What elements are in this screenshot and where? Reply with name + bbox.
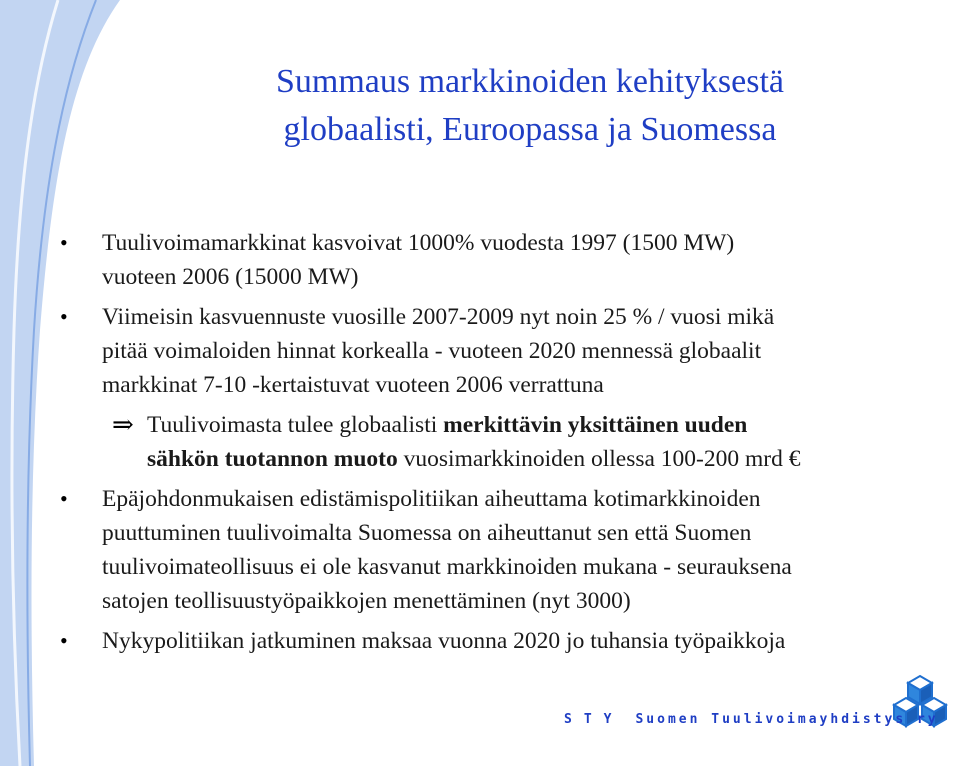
title-line-1: Summaus markkinoiden kehityksestä (275, 63, 785, 100)
title-line-2: globaalisti, Euroopassa ja Suomessa (283, 111, 777, 148)
bullet-item (60, 226, 950, 294)
bullet-item (60, 300, 950, 402)
logo-abbr: STY (564, 712, 624, 727)
sub-point-emphasis: merkittävin yksittäinen uuden (443, 412, 748, 438)
bullet-dot: • (60, 230, 68, 255)
bullet-line: Viimeisin kasvuennuste vuosille 2007-2009 nyt noin 25 % / vuosi mikä (102, 304, 775, 330)
bullet-line: satojen teollisuustyöpaikkojen menettäminen (nyt 3000) (102, 588, 631, 614)
bullet-dot: • (60, 486, 68, 511)
bullet-line: Tuulivoimamarkkinat kasvoivat 1000% vuodesta 1997 (1500 MW) (102, 230, 735, 256)
bullet-item (60, 624, 950, 658)
bullet-dot: • (60, 304, 68, 329)
bullet-list (60, 226, 950, 664)
sub-point (60, 408, 950, 476)
bullet-line: Epäjohdonmukaisen edistämispolitiikan aiheuttama kotimarkkinoiden (102, 486, 761, 512)
sub-point-line-2 (147, 442, 950, 476)
bullet-line: markkinat 7-10 -kertaistuvat vuoteen 2006 verrattuna (102, 372, 604, 398)
implies-arrow-icon: ⇒ (112, 410, 134, 439)
bullet-line: tuulivoimateollisuus ei ole kasvanut markkinoiden mukana - seurauksena (102, 554, 792, 580)
logo-name: Suomen Tuulivoimayhdistys ry (635, 712, 939, 727)
sub-point-emphasis: sähkön tuotannon muoto (147, 446, 398, 472)
bullet-line: puuttuminen tuulivoimalta Suomessa on aiheuttanut sen että Suomen (102, 520, 752, 546)
bullet-line: pitää voimaloiden hinnat korkealla - vuoteen 2020 mennessä globaalit (102, 338, 762, 364)
bullet-item (60, 482, 950, 618)
sub-point-text: Tuulivoimasta tulee globaalisti (147, 412, 444, 438)
logo-text (564, 712, 939, 727)
bullet-line: Nykypolitiikan jatkuminen maksaa vuonna 2020 jo tuhansia työpaikkoja (102, 628, 786, 654)
bullet-dot: • (60, 628, 68, 653)
slide-title (150, 58, 910, 154)
bullet-line: vuoteen 2006 (15000 MW) (102, 264, 359, 290)
sub-point-line-1 (147, 408, 950, 442)
sty-logo (552, 672, 952, 752)
sub-point-text: vuosimarkkinoiden ollessa 100-200 mrd € (397, 446, 801, 472)
